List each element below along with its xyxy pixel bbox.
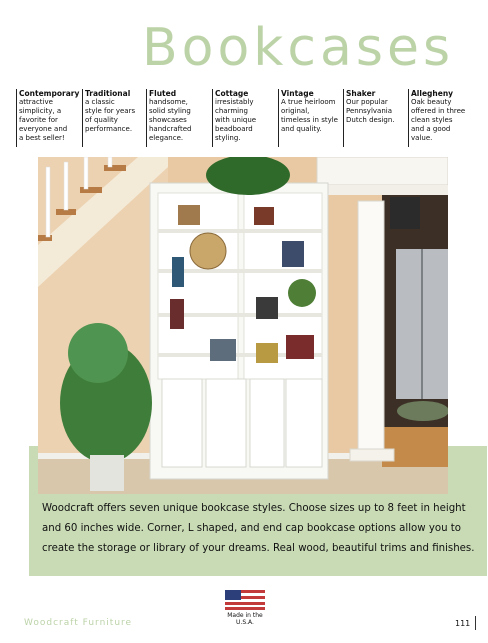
style-desc-line: and a good [411, 125, 451, 133]
style-desc-line: handcrafted [149, 125, 192, 133]
style-traditional [82, 89, 145, 147]
style-desc-line: Our popular [346, 98, 388, 106]
style-desc-line: Oak beauty [411, 98, 452, 106]
style-name: Vintage [281, 89, 314, 98]
style-shaker [343, 89, 406, 147]
style-name: Traditional [85, 89, 131, 98]
style-name: Shaker [346, 89, 376, 98]
style-vintage [278, 89, 343, 147]
page-number: 111 [455, 619, 471, 628]
style-desc-line: favorite for [19, 116, 58, 124]
style-desc-line: style for years [85, 107, 136, 115]
page-number-divider [475, 616, 476, 630]
bookcase-room-photo [38, 157, 448, 494]
style-allegheny [408, 89, 475, 147]
us-flag-icon [225, 590, 265, 610]
style-desc-line: styling. [215, 134, 241, 142]
style-desc-line: clean styles [411, 116, 453, 124]
style-desc-line: of quality [85, 116, 118, 124]
style-desc-line: irresistably [215, 98, 254, 106]
style-desc-line: a best seller! [19, 134, 65, 142]
style-desc-line: and quality. [281, 125, 322, 133]
style-desc-line: showcases [149, 116, 187, 124]
bookcase-styles-list [16, 89, 478, 147]
style-name: Fluted [149, 89, 177, 98]
style-desc-line: value. [411, 134, 433, 142]
style-desc-line: original, [281, 107, 310, 115]
description-text: Woodcraft offers seven unique bookcase styles. Choose sizes up to 8 feet in height and 60 inches wide. Corner, L shaped, and end cap bookcase options allow you to create the storage or library of your dreams. Real wood, beautiful trims and finishes. [42, 503, 475, 554]
style-desc-line: solid styling [149, 107, 191, 115]
style-desc-line: everyone and [19, 125, 68, 133]
style-contemporary [16, 89, 81, 147]
page-title: Bookcases [142, 18, 455, 78]
style-desc-line: offered in three [411, 107, 466, 115]
style-desc-line: attractive [19, 98, 53, 106]
style-fluted [146, 89, 209, 147]
style-desc-line: simplicity, a [19, 107, 62, 115]
footer-brand: Woodcraft Furniture [24, 618, 133, 628]
style-desc-line: timeless in style [281, 116, 338, 124]
style-desc-line: A true heirloom [281, 98, 336, 106]
style-desc-line: a classic [85, 98, 115, 106]
style-desc-line: Pennsylvania [346, 107, 392, 115]
made-in-country: U.S.A. [236, 619, 254, 626]
style-desc-line: handsome, [149, 98, 188, 106]
style-cottage [212, 89, 275, 147]
made-in-usa-badge [223, 590, 267, 626]
style-desc-line: elegance. [149, 134, 184, 142]
style-desc-line: beadboard [215, 125, 253, 133]
style-desc-line: Dutch design. [346, 116, 395, 124]
style-desc-line: with unique [215, 116, 257, 124]
style-name: Cottage [215, 89, 249, 98]
made-in-line: Made in the [227, 612, 263, 619]
style-name: Contemporary [19, 89, 80, 98]
style-desc-line: charming [215, 107, 248, 115]
style-name: Allegheny [411, 89, 454, 98]
style-desc-line: performance. [85, 125, 133, 133]
